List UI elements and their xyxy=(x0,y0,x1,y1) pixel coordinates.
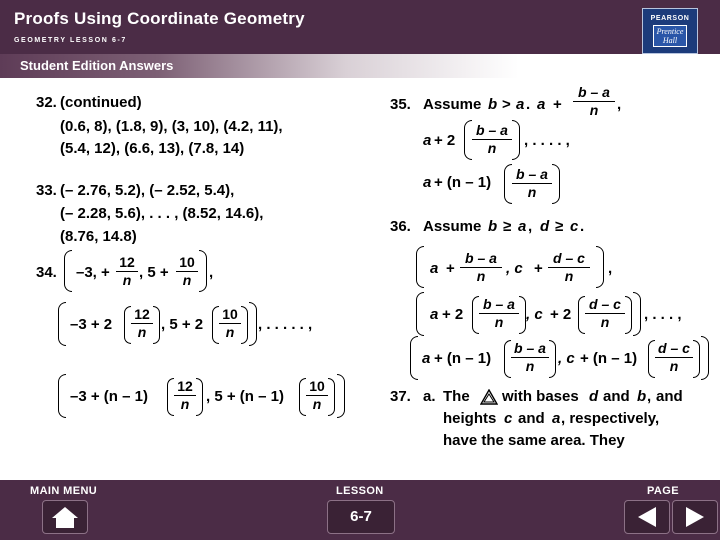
page-subtitle: GEOMETRY LESSON 6-7 xyxy=(14,37,127,44)
answer-32-line1: (continued) xyxy=(60,94,142,111)
fraction-numerator: 10 xyxy=(222,306,238,322)
answer-35-comma: , xyxy=(617,96,622,113)
answer-37-and2: and xyxy=(656,388,683,405)
answer-35-a: a xyxy=(516,96,525,113)
fraction-denominator: n xyxy=(472,139,512,157)
fraction-numerator: 10 xyxy=(179,254,195,270)
fraction-ba-n xyxy=(472,122,512,157)
answer-36-text: Assume xyxy=(423,218,482,235)
answer-36-r2-d: + 2 xyxy=(550,306,572,323)
paren-right xyxy=(199,250,207,292)
paren-left xyxy=(212,306,219,344)
answer-36-r2-c: , c xyxy=(526,306,543,323)
answer-35-number: 35. xyxy=(390,96,411,113)
next-page-button[interactable] xyxy=(672,500,718,534)
paren-right xyxy=(552,164,560,204)
fraction-ba-n xyxy=(512,166,552,201)
paren-left xyxy=(167,378,174,416)
paren-right xyxy=(633,292,641,336)
fraction-12-n xyxy=(174,378,196,413)
fraction-denominator: n xyxy=(655,357,693,375)
answer-34-r1-a: –3, + xyxy=(76,264,110,281)
answer-32-number: 32. xyxy=(36,94,57,111)
answer-36-r3-b: + (n – 1) xyxy=(434,350,492,367)
paren-left xyxy=(504,340,511,378)
fraction-denominator: n xyxy=(479,313,519,331)
fraction-numerator: 12 xyxy=(177,378,193,394)
answer-33-number: 33. xyxy=(36,182,57,199)
fraction-denominator: n xyxy=(511,357,549,375)
paren-left xyxy=(299,378,306,416)
paren-right xyxy=(625,296,632,334)
answer-35-b: b xyxy=(488,96,498,113)
answer-35-a2: a xyxy=(537,96,546,113)
answer-37-line2-a: heights xyxy=(443,410,497,427)
answer-37-line1-a: The xyxy=(443,388,470,405)
fraction-denominator: n xyxy=(512,183,552,201)
fraction-numerator: d – c xyxy=(553,250,585,266)
paren-right xyxy=(337,374,345,418)
answer-32-line2: (0.6, 8), (1.8, 9), (3, 10), (4.2, 11), xyxy=(60,118,283,135)
answer-37-line2-c: , respectively, xyxy=(561,410,660,427)
paren-right xyxy=(328,378,335,416)
answer-34-number: 34. xyxy=(36,264,57,281)
fraction-ba-n xyxy=(460,250,502,285)
answer-37-line3: have the same area. They xyxy=(443,432,625,449)
fraction-denominator: n xyxy=(116,271,138,289)
paren-right xyxy=(596,246,604,288)
paren-right xyxy=(196,378,203,416)
fraction-denominator: n xyxy=(219,323,241,341)
fraction-denominator: n xyxy=(306,395,328,413)
publisher-logo xyxy=(642,8,698,54)
answer-36-r3-a: a xyxy=(422,350,431,367)
fraction-ba-n xyxy=(573,84,615,119)
answer-37-d: d xyxy=(589,388,599,405)
fraction-dc-n xyxy=(548,250,590,285)
answer-35-l2-a: a xyxy=(423,132,432,149)
previous-page-button[interactable] xyxy=(624,500,670,534)
main-menu-button[interactable] xyxy=(42,500,88,534)
answer-35-gt: > xyxy=(502,96,511,113)
answer-35-plus: + xyxy=(553,96,562,113)
answer-36-ge: ≥ xyxy=(503,218,512,235)
answer-36-b: b xyxy=(488,218,498,235)
answer-32-line3: (5.4, 12), (6.6, 13), (7.8, 14) xyxy=(60,140,245,157)
paren-left xyxy=(58,374,66,418)
answer-35-l3-b: + (n – 1) xyxy=(434,174,492,191)
fraction-numerator: d – c xyxy=(589,296,621,312)
answer-33-line3: (8.76, 14.8) xyxy=(60,228,137,245)
answer-35-dot: . xyxy=(526,96,531,113)
fraction-12-n xyxy=(116,254,138,289)
fraction-12-n xyxy=(131,306,153,341)
answer-36-r2-a: a xyxy=(430,306,439,323)
fraction-denominator: n xyxy=(460,267,502,285)
answer-37-comma: , xyxy=(647,388,652,405)
fraction-denominator: n xyxy=(548,267,590,285)
home-icon xyxy=(50,505,80,529)
fraction-denominator: n xyxy=(174,395,196,413)
paren-left xyxy=(64,250,72,292)
paren-right xyxy=(519,296,526,334)
answer-34-r2-c: , . . . . . , xyxy=(258,316,313,333)
fraction-ba-n xyxy=(511,340,549,375)
answer-33-line1: (– 2.76, 5.2), (– 2.52, 5.4), xyxy=(60,182,235,199)
fraction-denominator: n xyxy=(573,101,615,119)
answer-36-r2-b: + 2 xyxy=(442,306,464,323)
paren-left xyxy=(416,292,424,336)
fraction-numerator: b – a xyxy=(516,166,548,182)
answers-area xyxy=(0,78,720,480)
answer-37-line2-b: and xyxy=(518,410,545,427)
fraction-numerator: 12 xyxy=(119,254,135,270)
fraction-numerator: b – a xyxy=(465,250,497,266)
answer-36-r1-c: , c xyxy=(506,260,523,277)
paren-right xyxy=(153,306,160,344)
fraction-dc-n xyxy=(585,296,625,331)
paren-right xyxy=(249,302,257,346)
page-title: Proofs Using Coordinate Geometry xyxy=(14,9,305,28)
fraction-10-n xyxy=(176,254,198,289)
answer-36-d: d xyxy=(540,218,550,235)
answer-36-r2-e: , . . . , xyxy=(644,306,682,323)
fraction-10-n xyxy=(219,306,241,341)
paren-right xyxy=(693,340,700,378)
answer-36-ge2: ≥ xyxy=(555,218,564,235)
paren-right xyxy=(549,340,556,378)
paren-right xyxy=(701,336,709,380)
fraction-10-n xyxy=(306,378,328,413)
paren-left xyxy=(648,340,655,378)
answer-36-sep: , xyxy=(528,218,533,235)
answer-37-line1-b: with bases xyxy=(502,388,579,405)
fraction-numerator: b – a xyxy=(483,296,515,312)
logo-line1: Prentice xyxy=(656,27,684,36)
paren-left xyxy=(578,296,585,334)
answer-35-l2-b: + 2 xyxy=(434,132,456,149)
answer-36-number: 36. xyxy=(390,218,411,235)
paren-right xyxy=(512,120,520,160)
answer-36-a: a xyxy=(518,218,527,235)
answer-36-dot: . xyxy=(580,218,585,235)
fraction-numerator: d – c xyxy=(658,340,690,356)
answer-36-r3-d: + (n – 1) xyxy=(580,350,638,367)
paren-left xyxy=(58,302,66,346)
answer-37-number: 37. xyxy=(390,388,411,405)
answer-36-r1-e: , xyxy=(608,260,613,277)
fraction-numerator: b – a xyxy=(476,122,508,138)
answer-34-r1-c: , xyxy=(209,264,214,281)
answer-35-text: Assume xyxy=(423,96,482,113)
fraction-numerator: b – a xyxy=(514,340,546,356)
answer-37-part: a. xyxy=(423,388,436,405)
answer-36-r1-a: a xyxy=(430,260,439,277)
answer-34-r3-b: , 5 + (n – 1) xyxy=(206,388,284,405)
logo-line2: Hall xyxy=(662,36,678,45)
paren-left xyxy=(472,296,479,334)
main-menu-label: MAIN MENU xyxy=(30,485,98,497)
answer-37-a: a xyxy=(552,410,561,427)
paren-right xyxy=(241,306,248,344)
answer-35-l3-a: a xyxy=(423,174,432,191)
logo-top-text: PEARSON xyxy=(650,15,690,22)
fraction-numerator: 12 xyxy=(134,306,150,322)
answer-36-r1-d: + xyxy=(534,260,543,277)
answer-34-r2-a: –3 + 2 xyxy=(70,316,113,333)
paren-left xyxy=(416,246,424,288)
section-label: Student Edition Answers xyxy=(20,58,174,73)
paren-left xyxy=(504,164,512,204)
fraction-denominator: n xyxy=(585,313,625,331)
fraction-denominator: n xyxy=(131,323,153,341)
fraction-numerator: b – a xyxy=(578,84,610,100)
next-page-icon xyxy=(682,505,708,529)
answer-36-r3-c: , c xyxy=(558,350,575,367)
answer-33-line2: (– 2.28, 5.6), . . . , (8.52, 14.6), xyxy=(60,205,264,222)
lesson-label: LESSON xyxy=(336,485,384,497)
logo-box xyxy=(653,25,687,47)
answer-36-r1-b: + xyxy=(446,260,455,277)
answer-37-c: c xyxy=(504,410,513,427)
answer-37-and: and xyxy=(603,388,630,405)
answer-34-r2-b: , 5 + 2 xyxy=(161,316,204,333)
answer-37-b: b xyxy=(637,388,647,405)
fraction-numerator: 10 xyxy=(309,378,325,394)
answer-34-r1-b: , 5 + xyxy=(139,264,169,281)
fraction-denominator: n xyxy=(176,271,198,289)
fraction-dc-n xyxy=(655,340,693,375)
answer-35-l2-c: , . . . . , xyxy=(524,132,570,149)
paren-left xyxy=(410,336,418,380)
paren-left xyxy=(464,120,472,160)
paren-left xyxy=(124,306,131,344)
lesson-button[interactable]: 6-7 xyxy=(327,500,395,534)
previous-page-icon xyxy=(634,505,660,529)
fraction-ba-n xyxy=(479,296,519,331)
page-label: PAGE xyxy=(647,485,679,497)
answer-36-c: c xyxy=(570,218,579,235)
triangle-icon xyxy=(480,389,498,405)
answer-34-r3-a: –3 + (n – 1) xyxy=(70,388,148,405)
